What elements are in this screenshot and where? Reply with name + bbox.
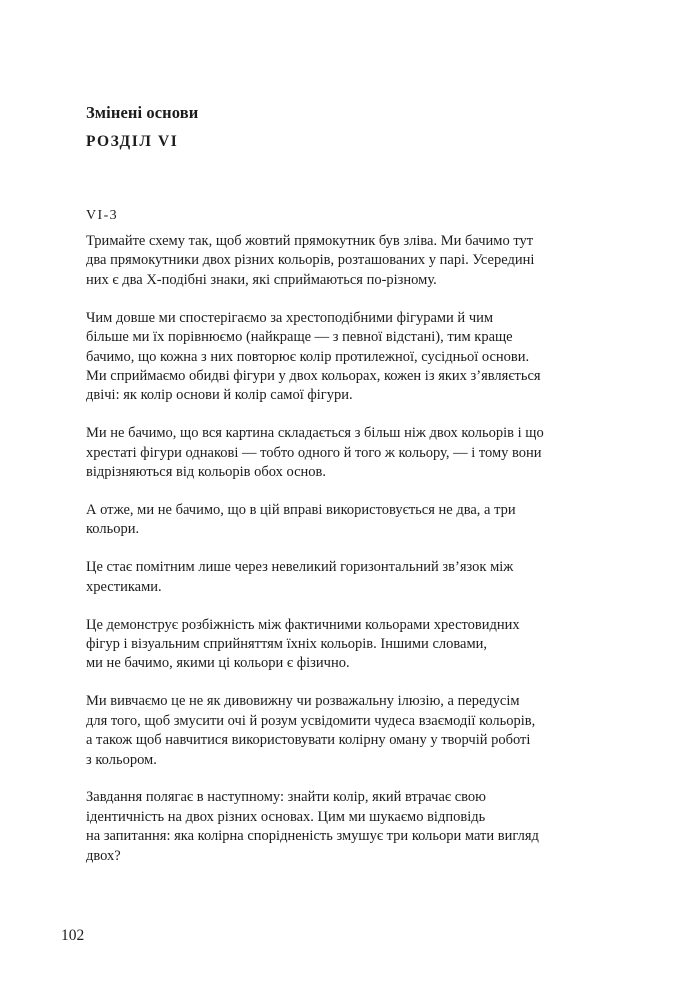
paragraph (86, 788, 576, 866)
text-line: більше ми їх порівнюємо (найкраще — з певної відстані), тим краще (86, 329, 513, 346)
paragraph (86, 692, 576, 770)
text-line: Ми не бачимо, що вся картина складається з більш ніж двох кольорів і що (86, 425, 544, 442)
paragraph (86, 501, 576, 540)
text-line: кольори. (86, 521, 140, 538)
text-line: ми не бачимо, якими ці кольори є фізично. (86, 655, 350, 672)
body-text (86, 232, 576, 885)
text-line: Це демонструє розбіжність між фактичними кольорами хрестовидних (86, 616, 520, 633)
chapter-label: РОЗДІЛ VI (86, 133, 179, 150)
text-line: на запитання: яка колірна спорідненість змушує три кольори мати вигляд (86, 828, 539, 845)
paragraph (86, 558, 576, 597)
text-line: них є два X-подібні знаки, які сприймаються по-різному. (86, 271, 437, 288)
text-line: з кольором. (86, 751, 157, 768)
paragraph (86, 616, 576, 674)
paragraph (86, 309, 576, 406)
text-line: ідентичність на двох різних основах. Цим ми шукаємо відповідь (86, 808, 486, 825)
text-line: хрестиками. (86, 578, 162, 595)
paragraph (86, 424, 576, 482)
text-line: Чим довше ми спостерігаємо за хрестоподібними фігурами й чим (86, 309, 494, 326)
text-line: хрестаті фігури однакові — тобто одного й того ж кольору, — і тому вони (86, 444, 542, 461)
text-line: Тримайте схему так, щоб жовтий прямокутник був зліва. Ми бачимо тут (86, 233, 534, 249)
text-line: два прямокутники двох різних кольорів, розташованих у парі. Усередині (86, 252, 535, 269)
text-line: бачимо, що кожна з них повторює колір протилежної, сусідньої основи. (86, 348, 530, 365)
text-line: Це стає помітним лише через невеликий горизонтальний зв’язок між (86, 559, 514, 576)
text-line: Ми сприймаємо обидві фігури у двох кольорах, кожен із яких з’являється (86, 367, 541, 384)
text-line: відрізняються від кольорів обох основ. (86, 464, 327, 481)
text-line: А отже, ми не бачимо, що в цій вправі використовується не два, а три (86, 501, 516, 518)
paragraph (86, 232, 576, 290)
text-line: двічі: як колір основи й колір самої фігури. (86, 387, 353, 404)
section-code: VI-3 (86, 208, 119, 223)
chapter-title: Змінені основи (86, 103, 199, 122)
text-line: для того, щоб змусити очі й розум усвідомити чудеса взаємодії кольорів, (86, 712, 536, 729)
text-line: Ми вивчаємо це не як дивовижну чи розважальну ілюзію, а передусім (86, 693, 520, 710)
page-number: 102 (61, 927, 85, 944)
text-line: Завдання полягає в наступному: знайти колір, який втрачає свою (86, 789, 486, 806)
text-line: двох? (86, 847, 121, 864)
text-line: фігур і візуальним сприйняттям їхніх кольорів. Іншими словами, (86, 636, 488, 652)
text-line: а також щоб навчитися використовувати колірну оману у творчій роботі (86, 732, 531, 749)
